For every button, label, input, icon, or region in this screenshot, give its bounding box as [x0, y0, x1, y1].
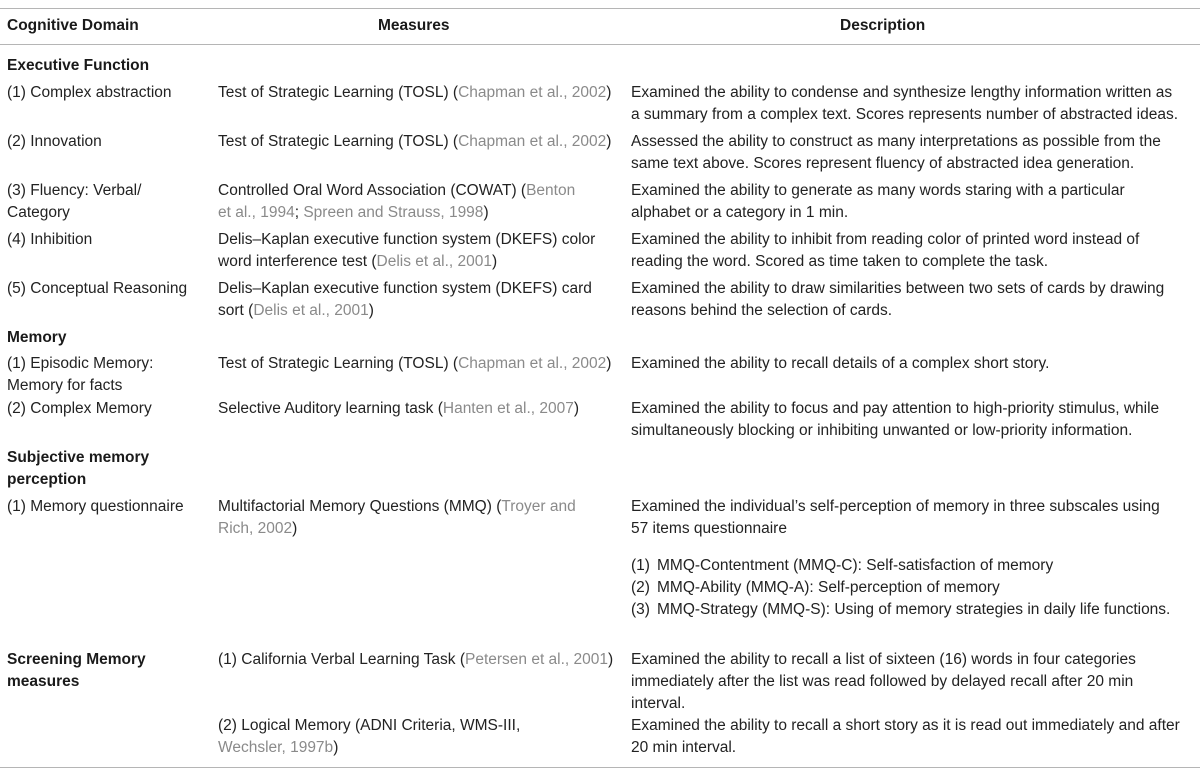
section-memory: Memory — [7, 329, 67, 346]
r1-measure: Test of Strategic Learning (TOSL) (Chapman et al., 2002) — [218, 84, 612, 101]
r1-citation: Chapman et al., 2002 — [458, 84, 607, 101]
header-rule — [0, 44, 1200, 45]
r2-desc-line1: Assessed the ability to construct as many interpretations as possible from the — [631, 133, 1161, 150]
r10-desc-line2: 20 min interval. — [631, 739, 737, 756]
header-measures: Measures — [378, 17, 450, 34]
header-domain: Cognitive Domain — [7, 17, 139, 34]
r3-measure-line1: Controlled Oral Word Association (COWAT) (Benton — [218, 182, 576, 199]
section-subjective-memory-line2: perception — [7, 471, 87, 488]
r8-domain: (1) Memory questionnaire — [7, 498, 184, 515]
r9-desc-line1: Examined the ability to recall a list of sixteen (16) words in four categories — [631, 651, 1136, 668]
r3-desc-line2: alphabet or a category in 1 min. — [631, 204, 849, 221]
r10-desc-line1: Examined the ability to recall a short story as it is read out immediately and after — [631, 717, 1180, 734]
list-item: (1) MMQ-Contentment (MMQ-C): Self-satisfaction of memory — [631, 557, 1054, 574]
top-rule — [0, 8, 1200, 9]
r5-measure-line1: Delis–Kaplan executive function system (DKEFS) card — [218, 280, 592, 297]
r6-desc-line1: Examined the ability to recall details of a complex short story. — [631, 355, 1050, 372]
header-description: Description — [840, 17, 926, 34]
r3-domain-line2: Category — [7, 204, 70, 221]
r8-desc-line1: Examined the individual’s self-perception of memory in three subscales using — [631, 498, 1160, 515]
section-screening-memory-line2: measures — [7, 673, 80, 690]
r4-measure-line1: Delis–Kaplan executive function system (DKEFS) color — [218, 231, 596, 248]
r4-desc-line2: reading the word. Scored as time taken to complete the task. — [631, 253, 1049, 270]
section-subjective-memory-line1: Subjective memory — [7, 449, 150, 466]
r3-domain-line1: (3) Fluency: Verbal/ — [7, 182, 142, 199]
r7-measure: Selective Auditory learning task (Hanten et al., 2007) — [218, 400, 580, 417]
r7-domain: (2) Complex Memory — [7, 400, 152, 417]
r5-domain: (5) Conceptual Reasoning — [7, 280, 188, 297]
r6-domain-line1: (1) Episodic Memory: — [7, 355, 154, 372]
r10-measure-line2: Wechsler, 1997b) — [218, 739, 339, 756]
r6-domain-line2: Memory for facts — [7, 377, 123, 394]
bottom-rule — [0, 767, 1200, 768]
r1-desc-line1: Examined the ability to condense and synthesize lengthy information written as — [631, 84, 1173, 101]
r1-domain: (1) Complex abstraction — [7, 84, 172, 101]
r8-measure-line1: Multifactorial Memory Questions (MMQ) (Troyer and — [218, 498, 576, 515]
r9-desc-line2: immediately after the list was read followed by delayed recall after 20 min — [631, 673, 1134, 690]
r4-measure-line2: word interference test (Delis et al., 2001) — [218, 253, 498, 270]
section-executive-function: Executive Function — [7, 57, 150, 74]
r5-measure-line2: sort (Delis et al., 2001) — [218, 302, 374, 319]
r4-domain: (4) Inhibition — [7, 231, 93, 248]
r9-measure: (1) California Verbal Learning Task (Petersen et al., 2001) — [218, 651, 614, 668]
r8-measure-line2: Rich, 2002) — [218, 520, 298, 537]
list-item: (2) MMQ-Ability (MMQ-A): Self-perception of memory — [631, 579, 1000, 596]
r6-measure: Test of Strategic Learning (TOSL) (Chapman et al., 2002) — [218, 355, 612, 372]
r5-desc-line2: reasons behind the selection of cards. — [631, 302, 893, 319]
r8-desc-line2: 57 items questionnaire — [631, 520, 787, 537]
r9-desc-line3: interval. — [631, 695, 686, 712]
r1-desc-line2: a summary from a complex text. Scores represents number of abstracted ideas. — [631, 106, 1179, 123]
list-item: (3) MMQ-Strategy (MMQ-S): Using of memory strategies in daily life functions. — [631, 601, 1171, 618]
r3-desc-line1: Examined the ability to generate as many words staring with a particular — [631, 182, 1125, 199]
r2-desc-line2: same text above. Scores represent fluency of abstracted idea generation. — [631, 155, 1135, 172]
r4-desc-line1: Examined the ability to inhibit from reading color of printed word instead of — [631, 231, 1140, 248]
r7-desc-line2: simultaneously blocking or inhibiting unwanted or low-priority information. — [631, 422, 1133, 439]
r10-measure-line1: (2) Logical Memory (ADNI Criteria, WMS-III, — [218, 717, 521, 734]
r5-desc-line1: Examined the ability to draw similarities between two sets of cards by drawing — [631, 280, 1165, 297]
r7-desc-line1: Examined the ability to focus and pay attention to high-priority stimulus, while — [631, 400, 1160, 417]
section-screening-memory-line1: Screening Memory — [7, 651, 146, 668]
r3-measure-line2: et al., 1994; Spreen and Strauss, 1998) — [218, 204, 489, 221]
r2-measure: Test of Strategic Learning (TOSL) (Chapman et al., 2002) — [218, 133, 612, 150]
r2-domain: (2) Innovation — [7, 133, 102, 150]
r2-citation: Chapman et al., 2002 — [458, 133, 607, 150]
